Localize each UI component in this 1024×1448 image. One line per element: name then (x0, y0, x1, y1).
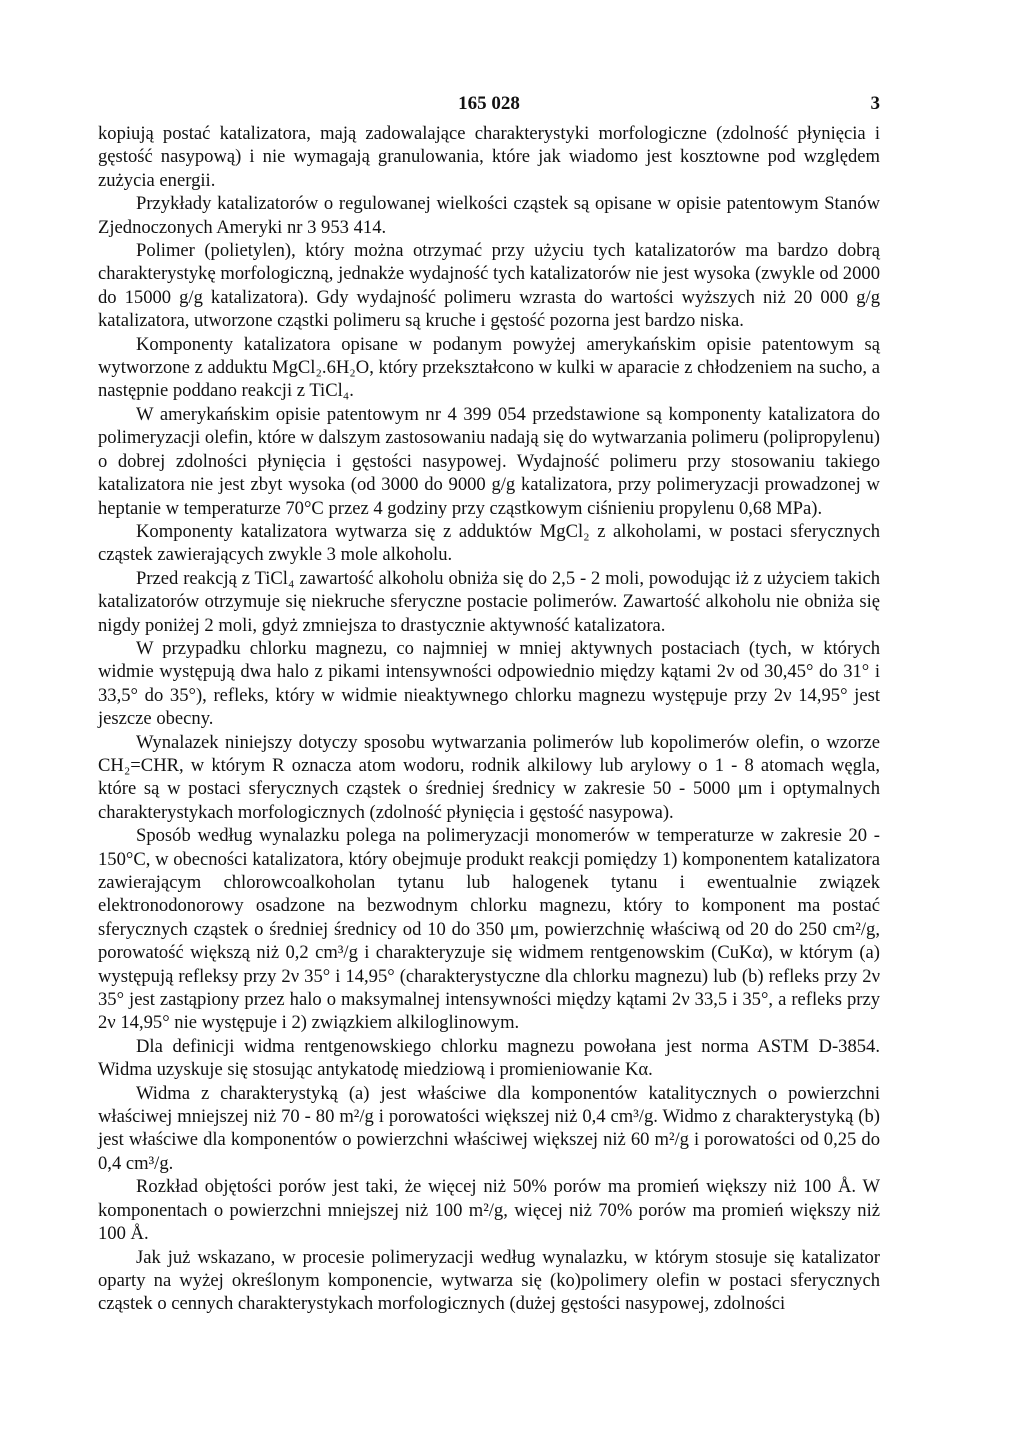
paragraph-2: Przykłady katalizatorów o regulowanej wielkości cząstek są opisane w opisie patentowym Stanów Zjednoczonych Ameryki nr 3 953 414. (98, 193, 880, 238)
paragraph-12: Widma z charakterystyką (a) jest właściwe dla komponentów katalitycznych o powierzchni właściwej mniejszej niż 70 - 80 m²/g i porowatości większej niż 0,4 cm³/g. Widmo z charakterystyką (b) jest właściwe dla komponentów o powierzchni właściwej większej niż 60 m²/g i porowatości od 0,25 do 0,4 cm³/g. (98, 1082, 880, 1174)
paragraph-4: Komponenty katalizatora opisane w podanym powyżej amerykańskim opisie patentowym są wytworzone z adduktu MgCl₂.6H₂O, który przekształcono w kulki w aparacie z chłodzeniem na sucho, a następnie poddano reakcji z TiCl₄. (98, 333, 880, 402)
paragraph-9: Wynalazek niniejszy dotyczy sposobu wytwarzania polimerów lub kopolimerów olefin, o wzorze CH₂=CHR, w którym R oznacza atom wodoru, rodnik alkilowy lub arylowy o 1 - 8 atomach węgla, które są w postaci sferycznych cząstek o średniej średnicy w zakresie 50 - 5000 μm i optymalnych charakterystykach morfologicznych (zdolność płynięcia i gęstość nasypowa). (98, 731, 880, 823)
document-page (98, 92, 880, 1316)
paragraph-8: W przypadku chlorku magnezu, co najmniej w mniej aktywnych postaciach (tych, w których widmie występują dwa halo z pikami intensywności odpowiednio między kątami 2ν od 30,45° do 31° i 33,5° do 35°), refleks, który w widmie nieaktywnego chlorku magnezu występuje przy 2ν 14,95° jest jeszcze obecny. (98, 637, 880, 730)
body-text (98, 122, 880, 1316)
paragraph-13: Rozkład objętości porów jest taki, że więcej niż 50% porów ma promień większy niż 100 Å. W komponentach o powierzchni mniejszej niż 100 m²/g, więcej niż 70% porów ma promień większy niż 100 Å. (98, 1176, 880, 1245)
paragraph-5: W amerykańskim opisie patentowym nr 4 399 054 przedstawione są komponenty katalizatora do polimeryzacji olefin, które w dalszym zastosowaniu nadają się do wytwarzania polimeru (polipropylenu) o dobrej zdolności płynięcia i gęstości nasypowej. Wydajność polimeru przy stosowaniu takiego katalizatora nie jest zbyt wysoka (od 3000 do 9000 g/g katalizatora, przy polimeryzacji prowadzonej w heptanie w temperaturze 70°C przez 4 godziny przy cząstkowym ciśnieniu propylenu 0,68 MPa). (98, 403, 880, 519)
patent-number: 165 028 (458, 93, 520, 114)
page-number: 3 (870, 93, 880, 114)
paragraph-1: kopiują postać katalizatora, mają zadowalające charakterystyki morfologiczne (zdolność płynięcia i gęstość nasypową) i nie wymagają granulowania, które jak wiadomo jest kosztowne pod względem zużycia energii. (98, 123, 880, 191)
page-header (98, 92, 880, 122)
paragraph-10: Sposób według wynalazku polega na polimeryzacji monomerów w temperaturze w zakresie 20 - 150°C, w obecności katalizatora, który obejmuje produkt reakcji pomiędzy 1) komponentem katalizatora zawierającym chlorowcoalkoholan tytanu lub halogenek tytanu i ewentualnie związek elektronodonorowy osadzone na bezwodnym chlorku magnezu, który to komponent ma postać sferycznych cząstek o średniej średnicy od 10 do 350 μm, powierzchnię właściwą od 20 do 250 cm²/g, porowatość większą niż 0,2 cm³/g i charakteryzuje się widmem rentgenowskim (CuKα), w którym (a) występują refleksy przy 2ν 35° i 14,95° (charakterystyczne dla chlorku magnezu) lub (b) refleks przy 2ν 35° jest zastąpiony przez halo o maksymalnej intensywności między kątami 2ν 33,5 i 35°, a refleks przy 2ν 14,95° nie występuje i 2) związkiem alkiloglinowym. (98, 825, 880, 1034)
paragraph-14: Jak już wskazano, w procesie polimeryzacji według wynalazku, w którym stosuje się katalizator oparty na wyżej określonym komponencie, wytwarza się (ko)polimery olefin w postaci sferycznych cząstek o cennych charakterystykach morfologicznych (dużej gęstości nasypowej, zdolności (98, 1246, 880, 1315)
paragraph-3: Polimer (polietylen), który można otrzymać przy użyciu tych katalizatorów ma bardzo dobrą charakterystykę morfologiczną, jednakże wydajność tych katalizatorów nie jest wysoka (zwykle od 2000 do 15000 g/g katalizatora). Gdy wydajność polimeru wzrasta do wartości wyższych niż 20 000 g/g katalizatora, utworzone cząstki polimeru są kruche i gęstość pozorna jest bardzo niska. (98, 240, 880, 332)
paragraph-6: Komponenty katalizatora wytwarza się z adduktów MgCl₂ z alkoholami, w postaci sferycznych cząstek zawierających zwykle 3 mole alkoholu. (98, 520, 880, 566)
paragraph-7: Przed reakcją z TiCl₄ zawartość alkoholu obniża się do 2,5 - 2 moli, powodując iż z użyciem takich katalizatorów otrzymuje się niekruche sferyczne postacie polimerów. Zawartość alkoholu nie obniża się nigdy poniżej 2 moli, gdyż zmniejsza to drastycznie aktywność katalizatora. (98, 567, 880, 636)
paragraph-11: Dla definicji widma rentgenowskiego chlorku magnezu powołana jest norma ASTM D-3854. Widma uzyskuje się stosując antykatodę miedziową i promieniowanie Kα. (98, 1035, 880, 1081)
